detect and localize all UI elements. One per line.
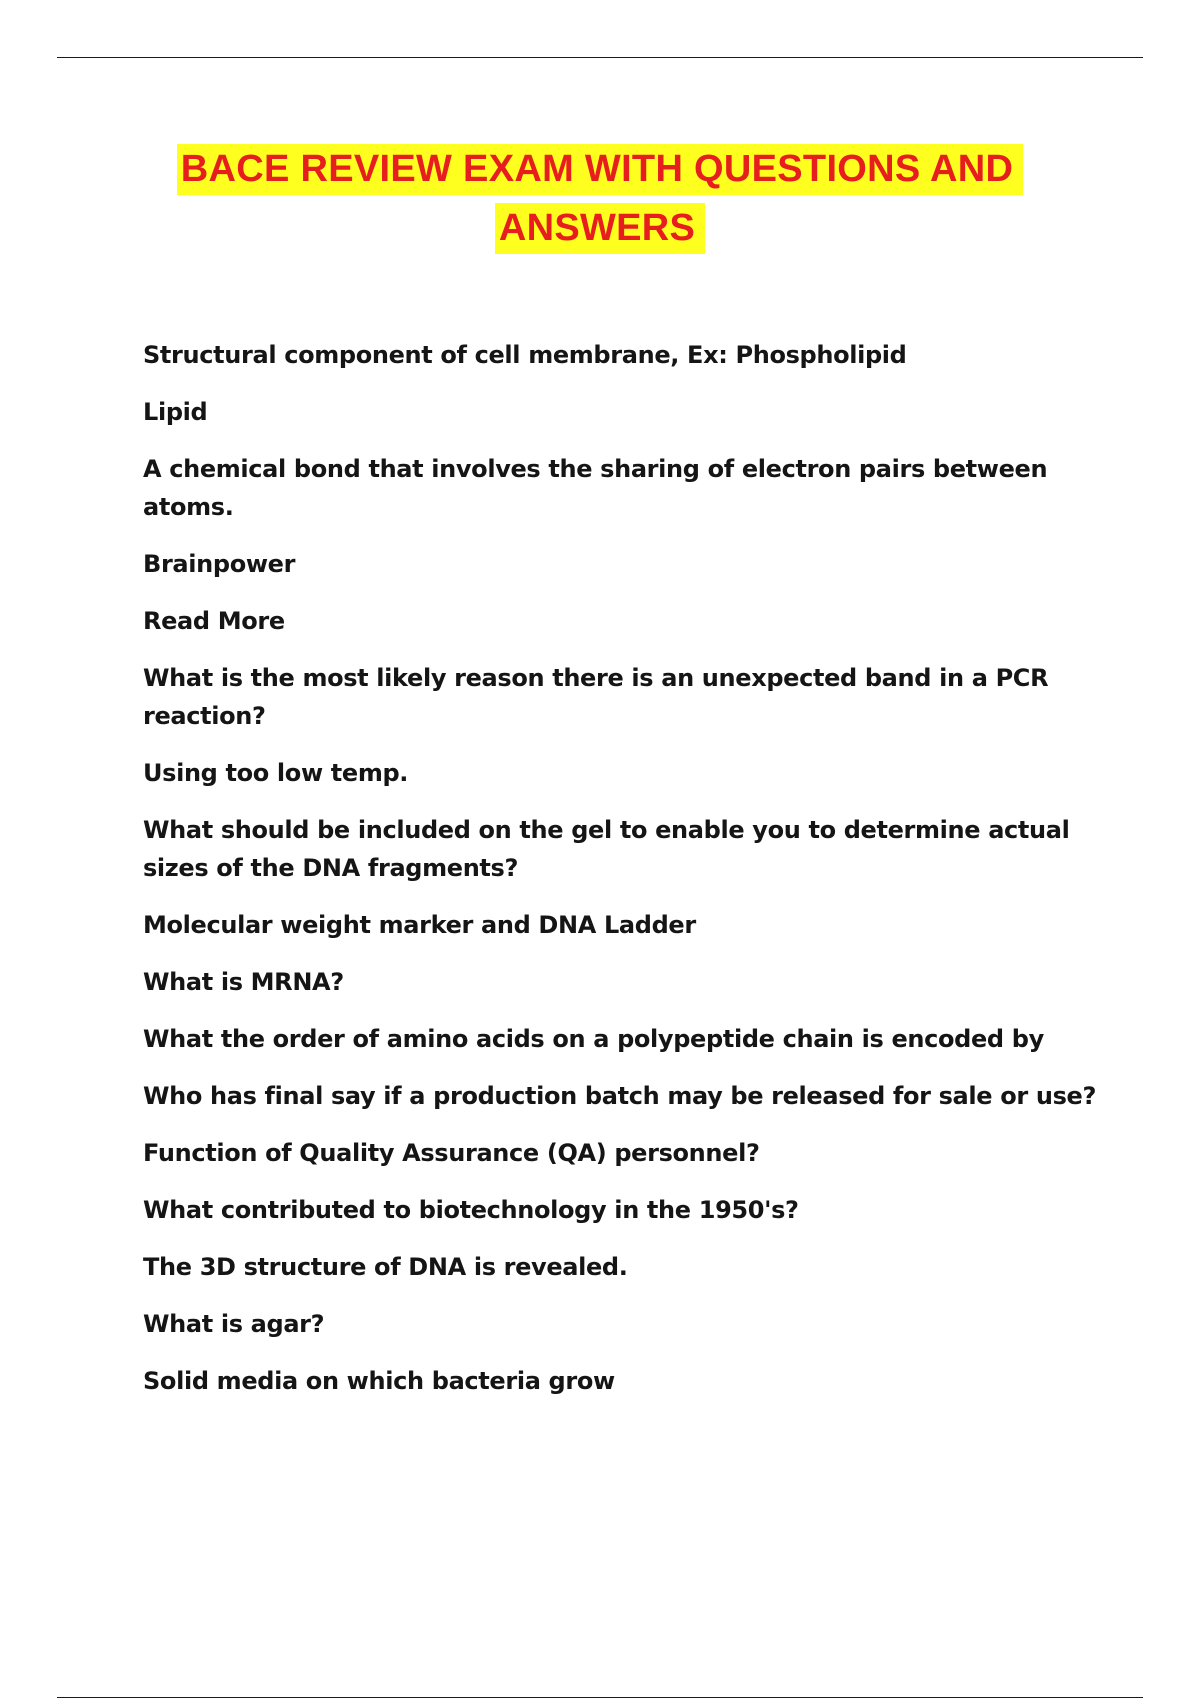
list-item: Structural component of cell membrane, Ex: Phospholipid xyxy=(143,341,907,369)
list-item: Brainpower xyxy=(143,550,296,578)
list-item: The 3D structure of DNA is revealed. xyxy=(143,1253,628,1281)
list-item: A chemical bond that involves the sharing of electron pairs between atoms. xyxy=(143,455,1048,521)
list-item: Who has final say if a production batch may be released for sale or use? xyxy=(143,1082,1097,1110)
list-item: Solid media on which bacteria grow xyxy=(143,1367,615,1395)
list-item: What the order of amino acids on a polypeptide chain is encoded by xyxy=(143,1025,1044,1053)
list-item: What is agar? xyxy=(143,1310,325,1338)
title-line-1: BACE REVIEW EXAM WITH QUESTIONS AND xyxy=(177,144,1023,195)
list-item: What is the most likely reason there is an unexpected band in a PCR reaction? xyxy=(143,664,1049,730)
list-item: What should be included on the gel to enable you to determine actual sizes of the DNA fragments? xyxy=(143,816,1070,882)
list-item: Function of Quality Assurance (QA) personnel? xyxy=(143,1139,760,1167)
bottom-rule xyxy=(57,1697,1143,1698)
document-title xyxy=(0,140,1200,258)
list-item: What is MRNA? xyxy=(143,968,344,996)
title-line-2: ANSWERS xyxy=(495,203,705,254)
list-item: Lipid xyxy=(143,398,208,426)
top-rule xyxy=(57,57,1143,58)
list-item: Molecular weight marker and DNA Ladder xyxy=(143,911,696,939)
list-item[interactable]: Read More xyxy=(143,607,285,635)
list-item: What contributed to biotechnology in the 1950's? xyxy=(143,1196,799,1224)
question-answer-list xyxy=(143,336,1103,1419)
list-item: Using too low temp. xyxy=(143,759,409,787)
